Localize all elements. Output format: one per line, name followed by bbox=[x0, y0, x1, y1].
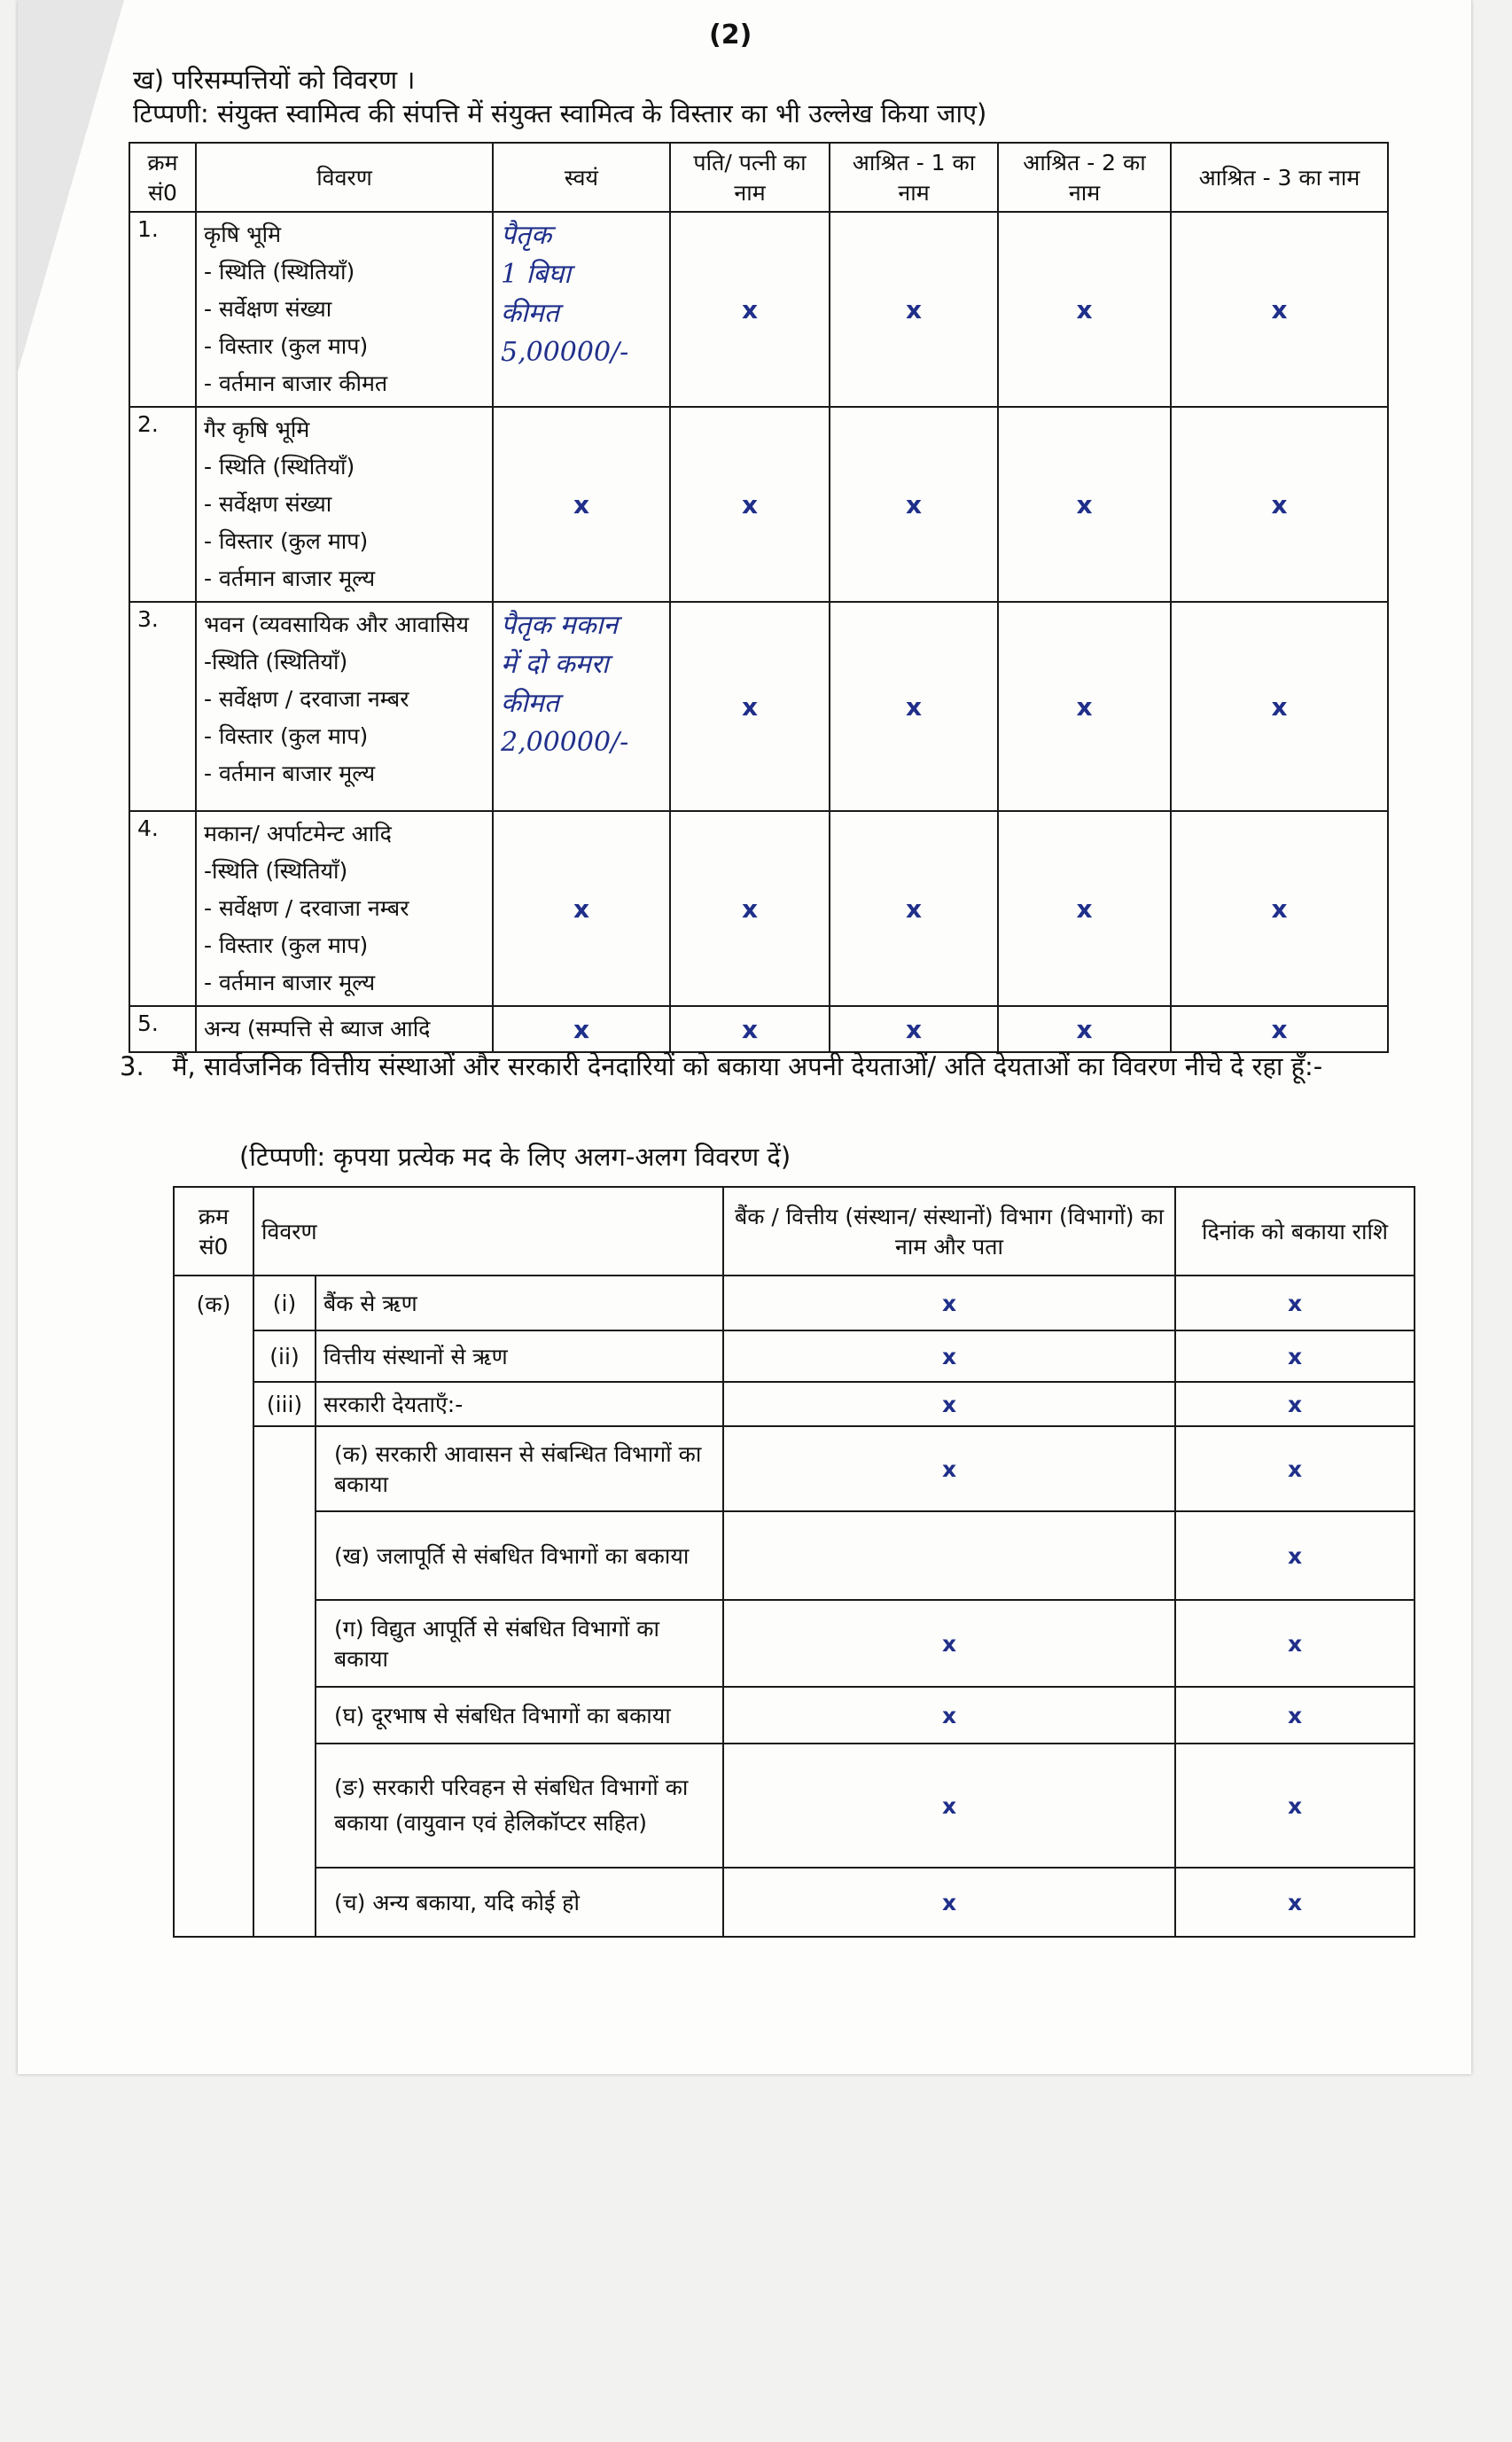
cross-mark: x bbox=[1171, 1006, 1388, 1052]
col-header-serial: क्रम सं0 bbox=[174, 1187, 253, 1276]
desc-line: - विस्तार (कुल माप) bbox=[204, 528, 369, 554]
desc-line: - विस्तार (कुल माप) bbox=[204, 333, 369, 359]
col-header-self: स्वयं bbox=[493, 143, 670, 212]
cross-mark: x bbox=[830, 407, 998, 602]
asset-row-agricultural-land bbox=[129, 212, 1388, 407]
desc-line: -स्थिति (स्थितियाँ) bbox=[204, 649, 348, 675]
asset-row-non-agricultural-land bbox=[129, 407, 1388, 602]
group-label: (क) bbox=[174, 1276, 253, 1937]
desc-line: - सर्वेक्षण संख्या bbox=[204, 491, 332, 517]
section-3-intro bbox=[120, 1046, 1458, 1087]
col-header-description: विवरण bbox=[253, 1187, 723, 1276]
col-header-spouse: पति/ पत्नी का नाम bbox=[670, 143, 830, 212]
cross-mark: x bbox=[493, 1006, 670, 1052]
cross-mark: x bbox=[493, 407, 670, 602]
desc-line: भवन (व्यवसायिक और आवासिय bbox=[204, 612, 470, 637]
sub-number: (iii) bbox=[253, 1382, 316, 1426]
liabilities-table bbox=[173, 1186, 1415, 1938]
cross-mark: x bbox=[493, 811, 670, 1006]
desc-line: - स्थिति (स्थितियाँ) bbox=[204, 454, 355, 480]
col-header-dependent-3: आश्रित - 3 का नाम bbox=[1171, 143, 1388, 212]
cross-mark bbox=[723, 1511, 1175, 1600]
cross-mark: x bbox=[830, 602, 998, 811]
cross-mark: x bbox=[1175, 1330, 1415, 1382]
liability-row-bank-loan bbox=[174, 1276, 1415, 1330]
cross-mark: x bbox=[670, 811, 830, 1006]
section-3-text: मैं, सार्वजनिक वित्तीय संस्थाओं और सरकारी देनदारियों को बकाया अपनी देयताओं/ अति देयताओं का विवरण नीचे दे रहा हूँ:- bbox=[172, 1051, 1323, 1081]
gov-due-telephone bbox=[174, 1687, 1415, 1744]
gov-due-label: (क) सरकारी आवासन से संबन्धित विभागों का बकाया bbox=[316, 1426, 723, 1511]
cross-mark: x bbox=[830, 811, 998, 1006]
liability-row-gov-dues bbox=[174, 1382, 1415, 1426]
gov-due-water bbox=[174, 1511, 1415, 1600]
document-page bbox=[18, 0, 1471, 2074]
gov-due-label: (ग) विद्युत आपूर्ति से संबधित विभागों का बकाया bbox=[316, 1600, 723, 1687]
gov-due-label: (ङ) सरकारी परिवहन से संबधित विभागों का बकाया (वायुवान एवं हेलिकॉप्टर सहित) bbox=[316, 1744, 723, 1868]
row-description bbox=[196, 811, 493, 1006]
desc-line: - वर्तमान बाजार मूल्य bbox=[204, 761, 376, 786]
cross-mark: x bbox=[670, 602, 830, 811]
section-3-note: (टिप्पणी: कृपया प्रत्येक मद के लिए अलग-अलग विवरण दें) bbox=[239, 1142, 791, 1172]
cross-mark: x bbox=[998, 407, 1171, 602]
cross-mark: x bbox=[723, 1382, 1175, 1426]
cross-mark: x bbox=[670, 407, 830, 602]
cross-mark: x bbox=[1171, 811, 1388, 1006]
col-header-amount: दिनांक को बकाया राशि bbox=[1175, 1187, 1415, 1276]
col-header-description: विवरण bbox=[196, 143, 493, 212]
cross-mark: x bbox=[1175, 1511, 1415, 1600]
desc-line: - विस्तार (कुल माप) bbox=[204, 723, 369, 749]
sub-number: (i) bbox=[253, 1276, 316, 1330]
row-number: 3. bbox=[129, 602, 196, 811]
asset-row-house-apartment bbox=[129, 811, 1388, 1006]
desc-line: - वर्तमान बाजार मूल्य bbox=[204, 566, 376, 591]
cross-mark: x bbox=[1175, 1600, 1415, 1687]
desc-line: - सर्वेक्षण / दरवाजा नम्बर bbox=[204, 686, 409, 712]
desc-line: - सर्वेक्षण संख्या bbox=[204, 296, 332, 322]
ownership-note: टिप्पणी: संयुक्त स्वामित्व की संपत्ति में संयुक्त स्वामित्व के विस्तार का भी उल्लेख किया जाए) bbox=[133, 98, 987, 129]
handwritten-text: 1 बिघा bbox=[501, 259, 572, 290]
cross-mark: x bbox=[670, 212, 830, 407]
cross-mark: x bbox=[1171, 407, 1388, 602]
desc-line: गैर कृषि भूमि bbox=[204, 417, 310, 442]
gov-due-label: (च) अन्य बकाया, यदि कोई हो bbox=[316, 1868, 723, 1937]
cross-mark: x bbox=[830, 1006, 998, 1052]
page-number: (2) bbox=[709, 20, 752, 51]
cross-mark: x bbox=[723, 1330, 1175, 1382]
cross-mark: x bbox=[998, 212, 1171, 407]
row-number: 2. bbox=[129, 407, 196, 602]
assets-table bbox=[129, 142, 1389, 1053]
cross-mark: x bbox=[723, 1426, 1175, 1511]
col-header-dependent-2: आश्रित - 2 का नाम bbox=[998, 143, 1171, 212]
asset-row-building bbox=[129, 602, 1388, 811]
cross-mark: x bbox=[1175, 1382, 1415, 1426]
handwritten-text: 2,00000/- bbox=[501, 727, 629, 758]
section-3-number: 3. bbox=[120, 1051, 144, 1081]
gov-due-other bbox=[174, 1868, 1415, 1937]
sub-number-spacer bbox=[253, 1426, 316, 1937]
cross-mark: x bbox=[998, 602, 1171, 811]
cross-mark: x bbox=[723, 1687, 1175, 1744]
desc-line: अन्य (सम्पत्ति से ब्याज आदि bbox=[204, 1016, 431, 1042]
desc-line: - सर्वेक्षण / दरवाजा नम्बर bbox=[204, 895, 409, 921]
handwritten-text: 5,00000/- bbox=[501, 337, 629, 368]
desc-line: मकान/ अर्पाटमेन्ट आदि bbox=[204, 821, 392, 847]
gov-due-label: (घ) दूरभाष से संबधित विभागों का बकाया bbox=[316, 1687, 723, 1744]
liabilities-header-row bbox=[174, 1187, 1415, 1276]
handwritten-text: कीमत bbox=[501, 298, 559, 329]
row-number: 5. bbox=[129, 1006, 196, 1052]
gov-due-housing bbox=[174, 1426, 1415, 1511]
handwritten-text: में दो कमरा bbox=[501, 649, 609, 680]
self-entry bbox=[493, 212, 670, 407]
row-description bbox=[196, 212, 493, 407]
cross-mark: x bbox=[1175, 1687, 1415, 1744]
handwritten-text: कीमत bbox=[501, 688, 559, 719]
folded-corner bbox=[18, 0, 124, 372]
handwritten-text: पैतृक मकान bbox=[501, 610, 619, 641]
gov-due-electricity bbox=[174, 1600, 1415, 1687]
row-number: 4. bbox=[129, 811, 196, 1006]
row-description bbox=[196, 602, 493, 811]
cross-mark: x bbox=[1175, 1276, 1415, 1330]
cross-mark: x bbox=[998, 811, 1171, 1006]
col-header-dependent-1: आश्रित - 1 का नाम bbox=[830, 143, 998, 212]
cross-mark: x bbox=[1175, 1868, 1415, 1937]
cross-mark: x bbox=[723, 1744, 1175, 1868]
row-description bbox=[196, 407, 493, 602]
row-number: 1. bbox=[129, 212, 196, 407]
cross-mark: x bbox=[723, 1600, 1175, 1687]
desc-line: कृषि भूमि bbox=[204, 222, 282, 247]
liability-label: सरकारी देयताएँ:- bbox=[316, 1382, 723, 1426]
self-entry bbox=[493, 602, 670, 811]
cross-mark: x bbox=[1175, 1744, 1415, 1868]
cross-mark: x bbox=[723, 1868, 1175, 1937]
cross-mark: x bbox=[723, 1276, 1175, 1330]
cross-mark: x bbox=[1171, 212, 1388, 407]
cross-mark: x bbox=[670, 1006, 830, 1052]
cross-mark: x bbox=[998, 1006, 1171, 1052]
liability-row-financial-loan bbox=[174, 1330, 1415, 1382]
cross-mark: x bbox=[1175, 1426, 1415, 1511]
col-header-serial: क्रम सं0 bbox=[129, 143, 196, 212]
gov-due-transport bbox=[174, 1744, 1415, 1868]
desc-line: - स्थिति (स्थितियाँ) bbox=[204, 259, 355, 285]
desc-line: - वर्तमान बाजार मूल्य bbox=[204, 970, 376, 995]
cross-mark: x bbox=[830, 212, 998, 407]
liability-label: बैंक से ऋण bbox=[316, 1276, 723, 1330]
assets-header-row bbox=[129, 143, 1388, 212]
desc-line: - विस्तार (कुल माप) bbox=[204, 932, 369, 958]
sub-number: (ii) bbox=[253, 1330, 316, 1382]
cross-mark: x bbox=[1171, 602, 1388, 811]
desc-line: -स्थिति (स्थितियाँ) bbox=[204, 858, 348, 884]
handwritten-text: पैतृक bbox=[501, 220, 552, 251]
col-header-institution: बैंक / वित्तीय (संस्थान/ संस्थानों) विभाग (विभागों) का नाम और पता bbox=[723, 1187, 1175, 1276]
liability-label: वित्तीय संस्थानों से ऋण bbox=[316, 1330, 723, 1382]
gov-due-label: (ख) जलापूर्ति से संबधित विभागों का बकाया bbox=[316, 1511, 723, 1600]
desc-line: - वर्तमान बाजार कीमत bbox=[204, 371, 388, 396]
section-heading: ख) परिसम्पत्तियों को विवरण । bbox=[133, 65, 416, 95]
